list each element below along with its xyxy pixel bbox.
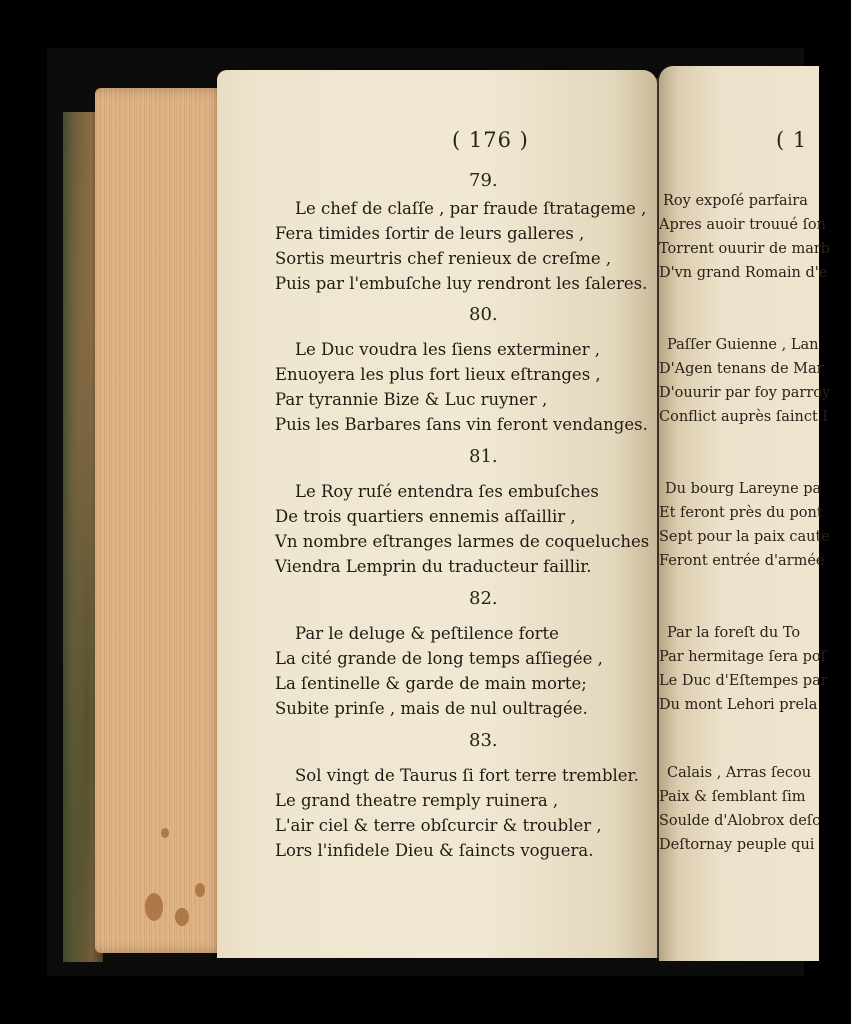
verse-line: Paix & ſemblant ſim bbox=[659, 789, 806, 805]
quatrain-number: 83. bbox=[469, 730, 498, 751]
verse-line: Fera timides ſortir de leurs galleres , bbox=[275, 224, 585, 243]
verse-line: Sol vingt de Taurus ſi fort terre trembler. bbox=[295, 766, 639, 785]
verse-line: De trois quartiers ennemis aſſaillir , bbox=[275, 507, 576, 526]
page-number-partial: ( 1 bbox=[776, 128, 808, 152]
verse-line: Subite prinſe , mais de nul oultragée. bbox=[275, 699, 588, 718]
book-photo bbox=[47, 48, 831, 976]
verse-line: Le Roy ruſé entendra ſes embuſches bbox=[295, 482, 599, 501]
verse-line: Le Duc voudra les ſiens exterminer , bbox=[295, 340, 601, 359]
verse-line: Conflict auprès ſainct I bbox=[659, 409, 829, 425]
verse-line: Et feront près du pont bbox=[659, 505, 823, 521]
verse-line: Le chef de claſſe , par fraude ſtratageme , bbox=[295, 199, 647, 218]
verse-line: Lors l'infidele Dieu & ſaincts voguera. bbox=[275, 841, 594, 860]
verse-line: La cité grande de long temps aſſiegée , bbox=[275, 649, 603, 668]
verse-line: La ſentinelle & garde de main morte; bbox=[275, 674, 587, 693]
verse-line: Soulde d'Alobrox deſc bbox=[659, 813, 821, 829]
verse-line: Puis par l'embuſche luy rendront les ſaleres. bbox=[275, 274, 648, 293]
verse-line: Viendra Lemprin du traducteur faillir. bbox=[275, 557, 592, 576]
verse-line: D'ouurir par foy parroy bbox=[659, 385, 831, 401]
page-number: ( 176 ) bbox=[452, 128, 529, 152]
verse-line: Puis les Barbares ſans vin feront vendanges. bbox=[275, 415, 648, 434]
verse-line: Du bourg Lareyne pa bbox=[665, 481, 822, 497]
quatrain-number: 80. bbox=[469, 304, 498, 325]
verse-line: Le Duc d'Eſtempes par bbox=[659, 673, 828, 689]
verse-line: Le grand theatre remply ruinera , bbox=[275, 791, 559, 810]
quatrain-number: 81. bbox=[469, 446, 498, 467]
verse-line: D'vn grand Romain d'e bbox=[659, 265, 828, 281]
verse-line: Par le deluge & peſtilence forte bbox=[295, 624, 559, 643]
right-page bbox=[659, 66, 831, 961]
verse-line: Apres auoir trouué ſon bbox=[659, 217, 826, 233]
verse-line: Torrent ouurir de marb bbox=[659, 241, 831, 257]
verse-line: L'air ciel & terre obſcurcir & troubler , bbox=[275, 816, 602, 835]
verse-line: Par hermitage ſera poſ bbox=[659, 649, 826, 665]
quatrain-number: 82. bbox=[469, 588, 498, 609]
verse-line: Sept pour la paix caute bbox=[659, 529, 830, 545]
verse-line: Enuoyera les plus fort lieux eſtranges , bbox=[275, 365, 601, 384]
verse-line: Par tyrannie Bize & Luc ruyner , bbox=[275, 390, 548, 409]
verse-line: Sortis meurtris chef renieux de creſme , bbox=[275, 249, 612, 268]
verse-line: Vn nombre eſtranges larmes de coqueluches bbox=[275, 532, 650, 551]
verse-line: Paſſer Guienne , Lan bbox=[667, 337, 819, 353]
verse-line: Par la foreſt du To bbox=[667, 625, 801, 641]
page-edges bbox=[95, 88, 225, 953]
quatrain-number: 79. bbox=[469, 170, 498, 191]
left-page bbox=[217, 70, 657, 958]
verse-line: Feront entrée d'armée bbox=[659, 553, 825, 569]
verse-line: Du mont Lehori prela bbox=[659, 697, 818, 713]
verse-line: D'Agen tenans de Mar bbox=[659, 361, 824, 377]
verse-line: Deſtornay peuple qui bbox=[659, 837, 815, 853]
verse-line: Calais , Arras ſecou bbox=[667, 765, 812, 781]
verse-line: Roy expoſé parfaira bbox=[663, 193, 808, 209]
